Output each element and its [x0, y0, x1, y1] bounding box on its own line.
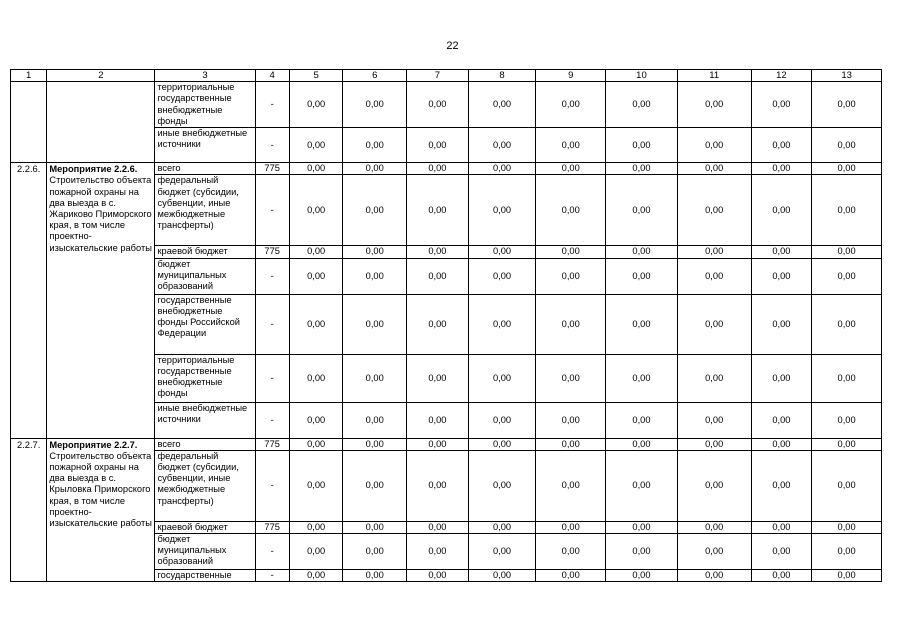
amount-cell: 0,00	[407, 438, 469, 450]
column-number: 2	[47, 70, 155, 82]
amount-cell: 0,00	[407, 258, 469, 294]
amount-cell: 0,00	[468, 163, 536, 175]
amount-cell: 0,00	[606, 82, 678, 128]
amount-cell: 0,00	[407, 246, 469, 258]
amount-cell: 0,00	[751, 163, 812, 175]
funding-source: всего	[155, 163, 255, 175]
column-number: 6	[343, 70, 407, 82]
amount-cell: 0,00	[677, 175, 751, 246]
amount-cell: 0,00	[289, 354, 343, 402]
amount-cell: 0,00	[536, 163, 606, 175]
amount-cell: 0,00	[751, 438, 812, 450]
amount-cell: 0,00	[812, 82, 882, 128]
amount-cell: 0,00	[407, 354, 469, 402]
column-numbers-row	[11, 70, 882, 82]
amount-cell: 0,00	[468, 82, 536, 128]
amount-cell: 0,00	[677, 438, 751, 450]
amount-cell: 0,00	[677, 354, 751, 402]
amount-cell: 0,00	[677, 521, 751, 533]
amount-cell: 0,00	[343, 175, 407, 246]
budget-code: -	[255, 82, 289, 128]
amount-cell: 0,00	[343, 570, 407, 582]
amount-cell: 0,00	[536, 402, 606, 438]
amount-cell: 0,00	[468, 258, 536, 294]
amount-cell: 0,00	[812, 258, 882, 294]
funding-source: федеральный бюджет (субсидии, субвенции, иные межбюджетные трансферты)	[155, 175, 255, 246]
amount-cell: 0,00	[343, 294, 407, 354]
amount-cell: 0,00	[407, 450, 469, 521]
amount-cell: 0,00	[289, 246, 343, 258]
amount-cell: 0,00	[536, 450, 606, 521]
amount-cell: 0,00	[677, 246, 751, 258]
amount-cell: 0,00	[289, 438, 343, 450]
funding-source: иные внебюджетные источники	[155, 402, 255, 438]
amount-cell: 0,00	[751, 175, 812, 246]
amount-cell: 0,00	[536, 258, 606, 294]
amount-cell: 0,00	[812, 402, 882, 438]
amount-cell: 0,00	[289, 258, 343, 294]
measure-title: Мероприятие 2.2.6.	[49, 164, 138, 175]
budget-code: 775	[255, 438, 289, 450]
amount-cell: 0,00	[812, 438, 882, 450]
amount-cell: 0,00	[289, 163, 343, 175]
page-number: 22	[446, 40, 459, 52]
amount-cell: 0,00	[677, 258, 751, 294]
amount-cell: 0,00	[407, 175, 469, 246]
funding-source: государственные внебюджетные фонды Российской Федерации	[155, 294, 255, 354]
amount-cell: 0,00	[677, 402, 751, 438]
amount-cell: 0,00	[812, 521, 882, 533]
amount-cell: 0,00	[812, 570, 882, 582]
budget-code: -	[255, 258, 289, 294]
amount-cell: 0,00	[677, 570, 751, 582]
amount-cell: 0,00	[468, 534, 536, 570]
amount-cell: 0,00	[536, 246, 606, 258]
measure-number: 2.2.7.	[11, 438, 47, 582]
funding-source: федеральный бюджет (субсидии, субвенции, иные межбюджетные трансферты)	[155, 450, 255, 521]
amount-cell: 0,00	[343, 354, 407, 402]
column-number: 8	[468, 70, 536, 82]
amount-cell: 0,00	[606, 521, 678, 533]
amount-cell: 0,00	[677, 534, 751, 570]
funding-source: бюджет муниципальных образований	[155, 534, 255, 570]
amount-cell: 0,00	[751, 450, 812, 521]
amount-cell: 0,00	[343, 82, 407, 128]
column-number: 5	[289, 70, 343, 82]
amount-cell: 0,00	[407, 294, 469, 354]
amount-cell: 0,00	[677, 82, 751, 128]
funding-source: территориальные государственные внебюджетные фонды	[155, 354, 255, 402]
amount-cell: 0,00	[751, 258, 812, 294]
amount-cell: 0,00	[606, 246, 678, 258]
amount-cell: 0,00	[812, 534, 882, 570]
budget-code: -	[255, 570, 289, 582]
amount-cell: 0,00	[343, 450, 407, 521]
amount-cell: 0,00	[812, 450, 882, 521]
amount-cell: 0,00	[606, 534, 678, 570]
amount-cell: 0,00	[606, 570, 678, 582]
amount-cell: 0,00	[536, 128, 606, 163]
amount-cell: 0,00	[751, 82, 812, 128]
amount-cell: 0,00	[751, 128, 812, 163]
amount-cell: 0,00	[343, 534, 407, 570]
amount-cell: 0,00	[812, 175, 882, 246]
amount-cell: 0,00	[343, 438, 407, 450]
budget-code: -	[255, 450, 289, 521]
amount-cell: 0,00	[468, 450, 536, 521]
amount-cell: 0,00	[343, 402, 407, 438]
amount-cell: 0,00	[289, 294, 343, 354]
amount-cell: 0,00	[536, 438, 606, 450]
amount-cell: 0,00	[812, 294, 882, 354]
amount-cell: 0,00	[677, 294, 751, 354]
amount-cell: 0,00	[468, 294, 536, 354]
amount-cell: 0,00	[606, 128, 678, 163]
column-number: 12	[751, 70, 812, 82]
column-number: 9	[536, 70, 606, 82]
amount-cell: 0,00	[468, 402, 536, 438]
column-number: 3	[155, 70, 255, 82]
amount-cell: 0,00	[751, 521, 812, 533]
amount-cell: 0,00	[468, 570, 536, 582]
amount-cell: 0,00	[677, 128, 751, 163]
funding-source: иные внебюджетные источники	[155, 128, 255, 163]
amount-cell: 0,00	[751, 534, 812, 570]
amount-cell: 0,00	[407, 521, 469, 533]
amount-cell: 0,00	[289, 175, 343, 246]
budget-code: 775	[255, 246, 289, 258]
amount-cell: 0,00	[751, 570, 812, 582]
amount-cell: 0,00	[407, 163, 469, 175]
amount-cell: 0,00	[289, 521, 343, 533]
amount-cell: 0,00	[289, 450, 343, 521]
measure-name-cell	[47, 163, 155, 438]
measure-number: 2.2.6.	[11, 163, 47, 438]
column-number: 11	[677, 70, 751, 82]
amount-cell: 0,00	[289, 402, 343, 438]
amount-cell: 0,00	[751, 402, 812, 438]
empty-cell	[11, 82, 47, 163]
table-row	[11, 163, 882, 175]
funding-source: бюджет муниципальных образований	[155, 258, 255, 294]
budget-code: 775	[255, 521, 289, 533]
amount-cell: 0,00	[677, 163, 751, 175]
amount-cell: 0,00	[606, 163, 678, 175]
amount-cell: 0,00	[289, 82, 343, 128]
amount-cell: 0,00	[751, 246, 812, 258]
amount-cell: 0,00	[536, 521, 606, 533]
amount-cell: 0,00	[289, 128, 343, 163]
amount-cell: 0,00	[536, 82, 606, 128]
amount-cell: 0,00	[606, 294, 678, 354]
column-number: 1	[11, 70, 47, 82]
amount-cell: 0,00	[343, 246, 407, 258]
amount-cell: 0,00	[468, 128, 536, 163]
amount-cell: 0,00	[536, 570, 606, 582]
amount-cell: 0,00	[606, 175, 678, 246]
amount-cell: 0,00	[751, 354, 812, 402]
amount-cell: 0,00	[536, 354, 606, 402]
amount-cell: 0,00	[812, 354, 882, 402]
amount-cell: 0,00	[812, 128, 882, 163]
amount-cell: 0,00	[468, 354, 536, 402]
funding-source: территориальные государственные внебюджетные фонды	[155, 82, 255, 128]
amount-cell: 0,00	[407, 82, 469, 128]
amount-cell: 0,00	[407, 534, 469, 570]
amount-cell: 0,00	[468, 521, 536, 533]
funding-source: краевой бюджет	[155, 521, 255, 533]
amount-cell: 0,00	[407, 402, 469, 438]
measure-description: Строительство объекта пожарной охраны на два выезда в с. Крыловка Приморского края, в том числе проектно-изыскательские работы	[49, 450, 152, 529]
amount-cell: 0,00	[751, 294, 812, 354]
amount-cell: 0,00	[606, 402, 678, 438]
amount-cell: 0,00	[289, 534, 343, 570]
funding-source: всего	[155, 438, 255, 450]
amount-cell: 0,00	[289, 570, 343, 582]
table-row	[11, 438, 882, 450]
amount-cell: 0,00	[343, 258, 407, 294]
amount-cell: 0,00	[606, 258, 678, 294]
budget-code: -	[255, 175, 289, 246]
amount-cell: 0,00	[407, 570, 469, 582]
amount-cell: 0,00	[677, 450, 751, 521]
funding-source: государственные	[155, 570, 255, 582]
amount-cell: 0,00	[343, 128, 407, 163]
column-number: 4	[255, 70, 289, 82]
amount-cell: 0,00	[606, 438, 678, 450]
amount-cell: 0,00	[343, 521, 407, 533]
column-number: 10	[606, 70, 678, 82]
funding-source: краевой бюджет	[155, 246, 255, 258]
amount-cell: 0,00	[468, 246, 536, 258]
amount-cell: 0,00	[812, 246, 882, 258]
budget-code: 775	[255, 163, 289, 175]
measure-description: Строительство объекта пожарной охраны на два выезда в с. Жариково Приморского края, в том числе проектно-изыскательские работы	[49, 175, 152, 253]
measure-name-cell	[47, 438, 155, 582]
measure-title: Мероприятие 2.2.7.	[49, 439, 138, 450]
empty-cell	[47, 82, 155, 163]
amount-cell: 0,00	[536, 175, 606, 246]
amount-cell: 0,00	[606, 354, 678, 402]
column-number: 13	[812, 70, 882, 82]
amount-cell: 0,00	[407, 128, 469, 163]
amount-cell: 0,00	[468, 438, 536, 450]
budget-code: -	[255, 534, 289, 570]
budget-code: -	[255, 402, 289, 438]
budget-code: -	[255, 294, 289, 354]
table-row	[11, 82, 882, 128]
budget-code: -	[255, 354, 289, 402]
column-number: 7	[407, 70, 469, 82]
budget-table	[10, 69, 882, 582]
amount-cell: 0,00	[606, 450, 678, 521]
amount-cell: 0,00	[468, 175, 536, 246]
amount-cell: 0,00	[812, 163, 882, 175]
amount-cell: 0,00	[536, 534, 606, 570]
amount-cell: 0,00	[343, 163, 407, 175]
amount-cell: 0,00	[536, 294, 606, 354]
budget-code: -	[255, 128, 289, 163]
